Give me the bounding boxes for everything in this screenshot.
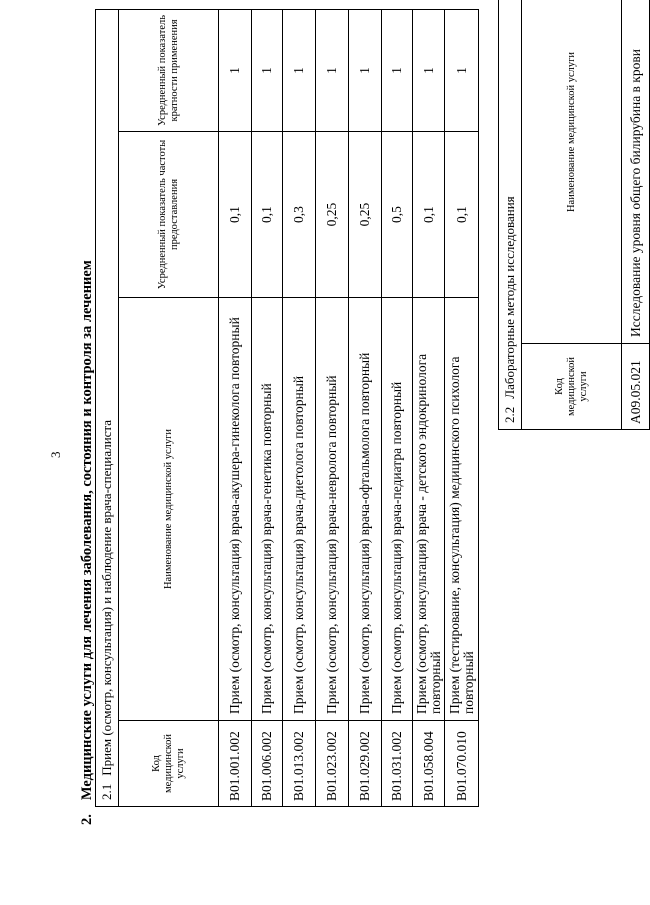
subsection-number: 2.1 [99, 783, 114, 800]
service-code: B01.031.002 [382, 721, 413, 807]
table-caption-row [499, 0, 522, 430]
frequency-value: 0,25 [316, 132, 349, 298]
service-name: Прием (тестирование, консультация) медицинского психолога повторный [445, 298, 479, 721]
service-name: Прием (осмотр, консультация) врача-диетолога повторный [283, 298, 316, 721]
consultations-table-body [219, 9, 479, 806]
multiplicity-value: 1 [252, 9, 283, 131]
service-code: B01.070.010 [445, 721, 479, 807]
service-code: B01.006.002 [252, 721, 283, 807]
table-row [316, 9, 349, 806]
service-code: B01.001.002 [219, 721, 252, 807]
multiplicity-value: 1 [316, 9, 349, 131]
multiplicity-value: 1 [349, 9, 382, 131]
multiplicity-value: 1 [413, 9, 445, 131]
subsection-title: Прием (осмотр, консультация) и наблюдение врача-специалиста [99, 419, 114, 776]
table-row [252, 9, 283, 806]
table-row [349, 9, 382, 806]
header-multiplicity: Усредненный показатель кратности применения [119, 9, 219, 131]
multiplicity-value: 1 [283, 9, 316, 131]
section-heading [79, 260, 96, 825]
subsection-caption [499, 0, 522, 430]
table-header-row [522, 0, 622, 430]
service-name: Прием (осмотр, консультация) врача-педиатра повторный [382, 298, 413, 721]
service-code: B01.013.002 [283, 721, 316, 807]
frequency-value: 0,5 [382, 132, 413, 298]
service-name: Исследование уровня общего билирубина в крови [622, 0, 650, 344]
multiplicity-value: 1 [382, 9, 413, 131]
subsection-number: 2.2 [502, 406, 517, 423]
table-caption-row [96, 9, 119, 806]
header-code: Код медицинской услуги [119, 721, 219, 807]
table-row [382, 9, 413, 806]
frequency-value: 0,1 [445, 132, 479, 298]
lab-tests-table [498, 0, 650, 430]
table-row [413, 9, 445, 806]
section-number: 2. [79, 814, 95, 825]
table-row [283, 9, 316, 806]
multiplicity-value: 1 [219, 9, 252, 131]
page-number: 3 [48, 451, 63, 458]
multiplicity-value: 1 [445, 9, 479, 131]
service-name: Прием (осмотр, консультация) врача-акушера-гинеколога повторный [219, 298, 252, 721]
service-code: B01.058.004 [413, 721, 445, 807]
header-name: Наименование медицинской услуги [522, 0, 622, 344]
service-name: Прием (осмотр, консультация) врача - детского эндокринолога повторный [413, 298, 445, 721]
table-row [622, 0, 650, 430]
frequency-value: 0,25 [349, 132, 382, 298]
frequency-value: 0,1 [252, 132, 283, 298]
service-code: A09.05.021 [622, 344, 650, 430]
service-code: B01.029.002 [349, 721, 382, 807]
frequency-value: 0,1 [413, 132, 445, 298]
header-frequency: Усредненный показатель частоты предоставления [119, 132, 219, 298]
table-header-row [119, 9, 219, 806]
lab-tests-table-body [622, 0, 650, 430]
subsection-caption [96, 9, 119, 806]
header-code: Код медицинской услуги [522, 344, 622, 430]
subsection-title: Лабораторные методы исследования [502, 196, 517, 399]
section-title: Медицинские услуги для лечения заболевания, состояния и контроля за лечением [79, 260, 95, 801]
service-name: Прием (осмотр, консультация) врача-офтальмолога повторный [349, 298, 382, 721]
service-code: B01.023.002 [316, 721, 349, 807]
service-name: Прием (осмотр, консультация) врача-генетика повторный [252, 298, 283, 721]
service-name: Прием (осмотр, консультация) врача-невролога повторный [316, 298, 349, 721]
consultations-table [95, 9, 479, 807]
table-row [219, 9, 252, 806]
table-row [445, 9, 479, 806]
header-name: Наименование медицинской услуги [119, 298, 219, 721]
frequency-value: 0,3 [283, 132, 316, 298]
frequency-value: 0,1 [219, 132, 252, 298]
